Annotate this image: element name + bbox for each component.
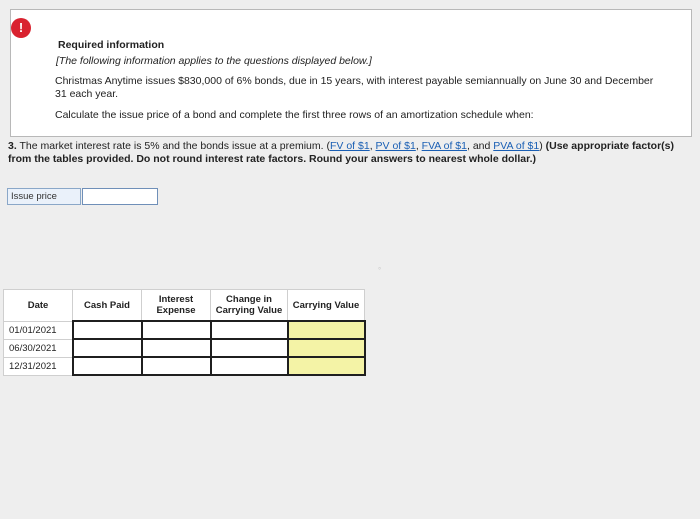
table-row: [4, 357, 365, 375]
alert-icon: !: [11, 18, 31, 38]
issue-price-label: Issue price: [7, 188, 81, 205]
change-in-carrying-value-cell: [211, 321, 288, 339]
problem-statement: Christmas Anytime issues $830,000 of 6% bonds, due in 15 years, with interest payable semiannually on June 30 and December 31 each year.: [55, 75, 654, 100]
question-text: The market interest rate is 5% and the bonds issue at a premium. (: [16, 140, 330, 152]
carrying-value-input[interactable]: [288, 339, 365, 357]
link-fva-of-1[interactable]: FVA of $1: [421, 140, 467, 152]
row-date: 12/31/2021: [4, 357, 73, 375]
faint-mark: °: [378, 266, 382, 275]
change-in-carrying-value-input[interactable]: [211, 339, 288, 357]
header-carrying-value: Carrying Value: [288, 290, 365, 322]
link-pv-of-1[interactable]: PV of $1: [375, 140, 416, 152]
interest-expense-cell: [142, 321, 211, 339]
table-row: [4, 321, 365, 339]
carrying-value-input[interactable]: [288, 357, 365, 375]
amortization-table: [3, 289, 366, 376]
info-note: [The following information applies to the questions displayed below.]: [56, 55, 372, 67]
cash-paid-input[interactable]: [73, 339, 142, 357]
interest-expense-input[interactable]: [142, 357, 211, 375]
interest-expense-input[interactable]: [142, 339, 211, 357]
required-information-panel: [10, 9, 692, 137]
link-fv-of-1[interactable]: FV of $1: [329, 140, 370, 152]
calculate-instruction: Calculate the issue price of a bond and complete the first three rows of an amortization schedule when:: [55, 109, 534, 121]
question-instruction: (Use appropriate factor(s) from the tables provided. Do not round interest rate factors. Round your answers to nearest whole dollar.): [8, 140, 674, 165]
header-interest-expense: Interest Expense: [142, 290, 211, 322]
row-date: 01/01/2021: [4, 321, 73, 339]
question-number: 3.: [8, 140, 17, 152]
info-title: Required information: [58, 39, 165, 51]
table-row: [4, 339, 365, 357]
cash-paid-input[interactable]: [73, 357, 142, 375]
header-date: Date: [4, 290, 73, 322]
link-pva-of-1[interactable]: PVA of $1: [493, 140, 540, 152]
issue-price-input[interactable]: [82, 188, 158, 205]
header-change-in-carrying-value: Change in Carrying Value: [211, 290, 288, 322]
carrying-value-input[interactable]: [288, 321, 365, 339]
header-cash-paid: Cash Paid: [73, 290, 142, 322]
change-in-carrying-value-input[interactable]: [211, 357, 288, 375]
row-date: 06/30/2021: [4, 339, 73, 357]
question-3: 3. The market interest rate is 5% and the bonds issue at a premium. (FV of $1, PV of $1, FVA of $1, and PVA of $1) (Use appropriate factor(s) from the tables provided. Do not round interest rate factors. Round your answers to nearest whole dollar.): [8, 140, 674, 165]
cash-paid-cell: [73, 321, 142, 339]
